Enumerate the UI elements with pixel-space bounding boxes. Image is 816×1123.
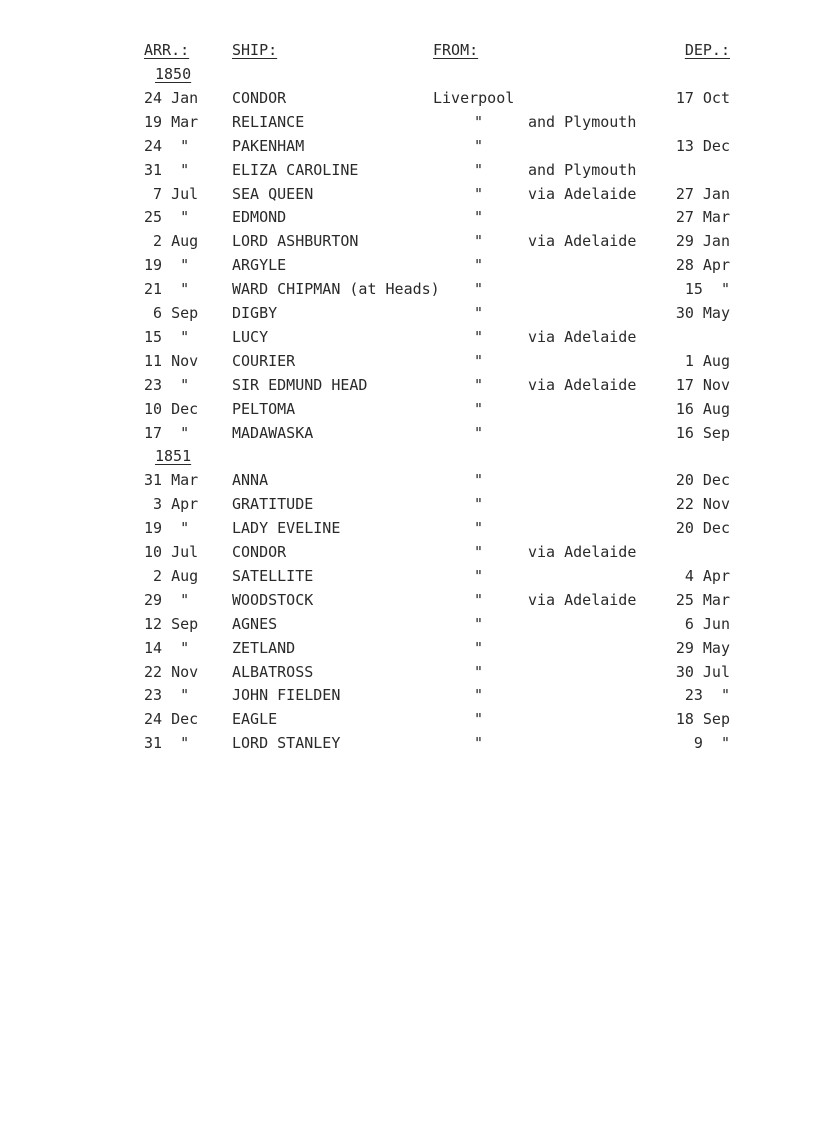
departure-date: 27 Mar — [675, 208, 730, 227]
departure-date: 27 Jan — [675, 184, 730, 203]
arrival-date: 21 " — [144, 280, 190, 299]
table-row — [0, 303, 816, 327]
table-row — [0, 184, 816, 208]
departure-date: 16 Aug — [675, 399, 730, 418]
ship-name: ELIZA CAROLINE — [232, 160, 359, 179]
header-row — [0, 40, 816, 64]
ship-name: PELTOMA — [232, 399, 296, 418]
departure-date: 17 Oct — [675, 88, 730, 107]
departure-date: 30 Jul — [675, 662, 730, 681]
table-row — [0, 351, 816, 375]
arrival-date: 23 " — [144, 686, 190, 705]
arrival-date: 22 Nov — [144, 662, 199, 681]
ship-name: DIGBY — [232, 304, 278, 322]
arrival-date: 7 Jul — [144, 184, 199, 203]
departure-date: 23 " — [684, 686, 730, 705]
arrival-date: 23 " — [144, 375, 190, 394]
route-note: via Adelaide — [528, 184, 637, 203]
route-note: and Plymouth — [528, 112, 637, 131]
from-port: " — [474, 160, 484, 179]
ship-header: SHIP: — [232, 41, 278, 59]
route-note: and Plymouth — [528, 160, 637, 179]
from-header: FROM: — [433, 41, 479, 59]
table-row — [0, 709, 816, 733]
arrival-date: 11 Nov — [144, 351, 199, 370]
year-heading: 1850 — [155, 65, 192, 83]
arrival-date: 15 " — [144, 327, 190, 346]
ship-name: LUCY — [232, 327, 269, 346]
table-row — [0, 542, 816, 566]
arrival-date: 14 " — [144, 638, 190, 657]
table-row — [0, 88, 816, 112]
ship-name: ALBATROSS — [232, 662, 314, 681]
departure-date: 20 Dec — [675, 519, 730, 538]
from-port: " — [474, 471, 484, 490]
ship-name: RELIANCE — [232, 112, 305, 131]
ship-name: CONDOR — [232, 88, 287, 107]
arrival-date: 29 " — [144, 590, 190, 609]
departure-date: 28 Apr — [675, 256, 730, 275]
route-note: via Adelaide — [528, 543, 637, 561]
table-row — [0, 231, 816, 255]
year-heading-row — [0, 64, 816, 88]
ship-name: MADAWASKA — [232, 423, 314, 442]
table-row — [0, 112, 816, 136]
ship-name: ARGYLE — [232, 256, 287, 275]
ship-name: SIR EDMUND HEAD — [232, 375, 368, 394]
from-port: " — [474, 280, 484, 299]
from-port: " — [474, 590, 484, 609]
table-row — [0, 207, 816, 231]
table-row — [0, 566, 816, 590]
from-port: " — [474, 614, 484, 633]
from-port: " — [474, 734, 484, 753]
departure-date: 29 Jan — [675, 232, 730, 251]
ship-name: AGNES — [232, 614, 278, 633]
ship-name: ZETLAND — [232, 638, 296, 657]
year-heading-row — [0, 446, 816, 470]
table-row — [0, 494, 816, 518]
ship-name: SEA QUEEN — [232, 184, 314, 203]
from-port: " — [474, 710, 484, 729]
from-port: " — [474, 136, 484, 155]
table-row — [0, 518, 816, 542]
ship-name: ANNA — [232, 471, 269, 490]
route-note: via Adelaide — [528, 327, 637, 346]
ship-name: EAGLE — [232, 710, 278, 729]
arrival-date: 19 Mar — [144, 112, 199, 131]
table-row — [0, 136, 816, 160]
arrival-date: 3 Apr — [144, 495, 199, 514]
departure-date: 15 " — [684, 280, 730, 299]
table-row — [0, 255, 816, 279]
arrival-date: 19 " — [144, 256, 190, 275]
from-port: " — [474, 304, 484, 322]
ship-name: GRATITUDE — [232, 495, 314, 514]
departure-date: 4 Apr — [675, 566, 730, 585]
ship-name: CONDOR — [232, 543, 287, 561]
departure-date: 9 " — [684, 734, 730, 753]
departure-date: 1 Aug — [675, 351, 730, 370]
year-heading: 1851 — [155, 447, 192, 466]
ship-name: JOHN FIELDEN — [232, 686, 341, 705]
ship-name: EDMOND — [232, 208, 287, 227]
table-row — [0, 590, 816, 614]
departure-date: 30 May — [675, 304, 730, 322]
departure-date: 16 Sep — [675, 423, 730, 442]
table-row — [0, 327, 816, 351]
arrival-date: 17 " — [144, 423, 190, 442]
ship-name: WOODSTOCK — [232, 590, 314, 609]
table-row — [0, 662, 816, 686]
from-port: " — [474, 566, 484, 585]
departure-date: 25 Mar — [675, 590, 730, 609]
from-port: " — [474, 351, 484, 370]
ship-name: COURIER — [232, 351, 296, 370]
departure-date: 18 Sep — [675, 710, 730, 729]
from-port: " — [474, 256, 484, 275]
table-row — [0, 470, 816, 494]
arrival-date: 2 Aug — [144, 232, 199, 251]
departure-date: 13 Dec — [675, 136, 730, 155]
table-row — [0, 638, 816, 662]
table-row — [0, 685, 816, 709]
from-port: Liverpool — [433, 88, 515, 107]
arrival-date: 24 Dec — [144, 710, 199, 729]
arrival-date: 31 " — [144, 160, 190, 179]
arrival-date: 6 Sep — [144, 304, 199, 322]
table-row — [0, 375, 816, 399]
arrival-date: 25 " — [144, 208, 190, 227]
from-port: " — [474, 112, 484, 131]
route-note: via Adelaide — [528, 232, 637, 251]
arrival-date: 24 " — [144, 136, 190, 155]
ship-name: LORD STANLEY — [232, 734, 341, 753]
from-port: " — [474, 423, 484, 442]
ship-name: PAKENHAM — [232, 136, 305, 155]
from-port: " — [474, 686, 484, 705]
from-port: " — [474, 399, 484, 418]
ship-name: LADY EVELINE — [232, 519, 341, 538]
route-note: via Adelaide — [528, 590, 637, 609]
route-note: via Adelaide — [528, 375, 637, 394]
arrival-date: 10 Dec — [144, 399, 199, 418]
departure-date: 17 Nov — [675, 375, 730, 394]
arrival-date: 10 Jul — [144, 543, 199, 561]
from-port: " — [474, 543, 484, 561]
from-port: " — [474, 184, 484, 203]
from-port: " — [474, 208, 484, 227]
arr-header: ARR.: — [144, 41, 190, 59]
arrival-date: 12 Sep — [144, 614, 199, 633]
table-row — [0, 399, 816, 423]
from-port: " — [474, 327, 484, 346]
departure-date: 29 May — [675, 638, 730, 657]
table-row — [0, 160, 816, 184]
from-port: " — [474, 519, 484, 538]
from-port: " — [474, 495, 484, 514]
departure-date: 20 Dec — [675, 471, 730, 490]
arrival-date: 31 " — [144, 734, 190, 753]
arrival-date: 31 Mar — [144, 471, 199, 490]
table-row — [0, 733, 816, 757]
ship-name: LORD ASHBURTON — [232, 232, 359, 251]
arrival-date: 2 Aug — [144, 566, 199, 585]
table-row — [0, 279, 816, 303]
departure-date: 6 Jun — [675, 614, 730, 633]
from-port: " — [474, 375, 484, 394]
arrival-date: 24 Jan — [144, 88, 199, 107]
table-row — [0, 614, 816, 638]
ship-name: SATELLITE — [232, 566, 314, 585]
dep-header: DEP.: — [684, 41, 730, 59]
from-port: " — [474, 638, 484, 657]
table-row — [0, 423, 816, 447]
departure-date: 22 Nov — [675, 495, 730, 514]
ship-name: WARD CHIPMAN (at Heads) — [232, 280, 440, 299]
arrival-date: 19 " — [144, 519, 190, 538]
from-port: " — [474, 232, 484, 251]
from-port: " — [474, 662, 484, 681]
